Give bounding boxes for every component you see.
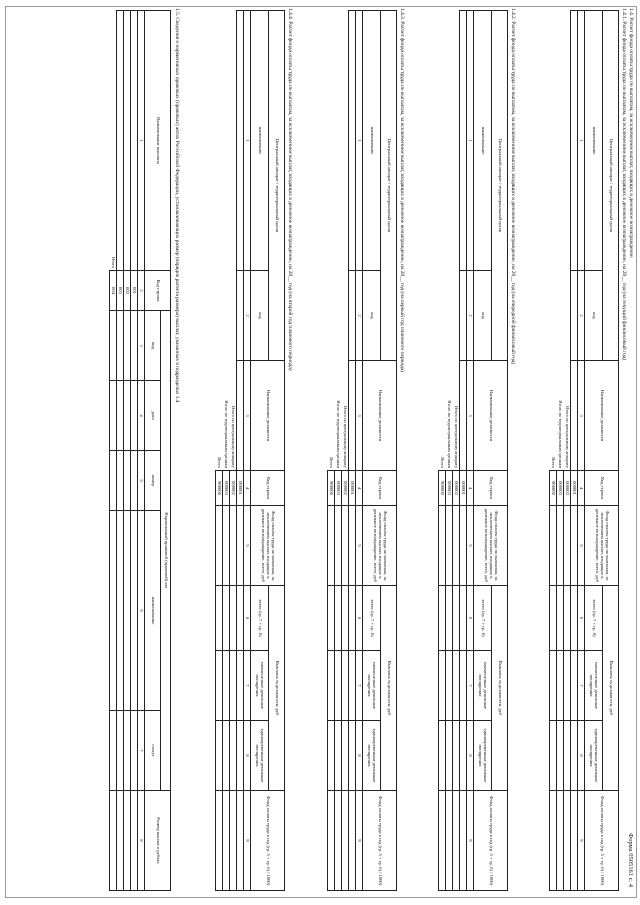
header-name: наименование: [251, 11, 269, 271]
total-to-label: Итого по территориальным органам: [224, 400, 230, 468]
header-payments: Выплаты за должности, руб: [381, 586, 397, 791]
s15-row-code: 002: [124, 271, 131, 311]
col-num: 5: [578, 506, 585, 586]
header-line-code: Код строки: [251, 471, 285, 506]
col-num: 1: [356, 11, 363, 271]
s15-row-code: 003: [117, 271, 124, 311]
row-code: 900000: [328, 471, 335, 506]
header-payments: Выплаты за должности, руб: [492, 586, 508, 791]
col-num: 6: [578, 586, 585, 651]
col-num: 5: [138, 451, 145, 511]
col-num: 7: [578, 651, 585, 721]
row-code: 000002: [230, 471, 237, 506]
col-num: 9: [356, 791, 363, 891]
section-1-4-title: 1.4. Расчет фонда оплаты труда по выплатам, за исключением выплат, входящих в денежное вознаграждение: [628, 8, 634, 258]
s15-header-num: номер: [145, 451, 161, 511]
col-num: 5: [244, 506, 251, 586]
header-total: всего (гр. 7 + гр. 8): [251, 586, 269, 651]
col-num: 1: [578, 11, 585, 271]
header-name: наименование: [474, 11, 492, 271]
col-num: 4: [578, 471, 585, 506]
form-code: Форма 0505161 с. 4: [627, 833, 634, 887]
col-num: 1: [244, 11, 251, 271]
total-all-label: Всего: [329, 457, 335, 468]
header-apparatus: Центральный аппарат / территориальный орган: [603, 11, 619, 361]
header-line-code: Код строки: [585, 471, 619, 506]
col-num: 2: [578, 271, 585, 361]
header-additional: единовременные денежные поощрения: [585, 721, 603, 791]
col-num: 4: [356, 471, 363, 506]
col-num: 3: [356, 361, 363, 471]
header-monthly: ежемесячные денежные поощрения: [474, 651, 492, 721]
s15-row-code: 004: [110, 271, 117, 311]
header-monthly: ежемесячные денежные поощрения: [251, 651, 269, 721]
s15-header-name-payment: Наименование выплаты: [145, 11, 171, 271]
row-code: 900000: [216, 471, 223, 506]
col-num: 7: [138, 711, 145, 791]
row-code: 000003: [557, 471, 564, 506]
col-num: 3: [578, 361, 585, 471]
header-fot-formula: Фонд оплаты труда в год (гр. 5 + гр. 6) / 1000): [251, 791, 285, 891]
col-num: 2: [356, 271, 363, 361]
header-fot-formula: Фонд оплаты труда в год (гр. 5 + гр. 6) / 1000): [474, 791, 508, 891]
header-line-code: Код строки: [474, 471, 508, 506]
header-payments: Выплаты за должности, руб: [269, 586, 285, 791]
header-monthly: ежемесячные денежные поощрения: [585, 651, 603, 721]
header-position: Наименование должности: [474, 361, 508, 471]
col-num: 8: [244, 721, 251, 791]
total-to-label: Итого по территориальным органам: [336, 400, 342, 468]
row-code: 000003: [223, 471, 230, 506]
total-ca-label: Итого по центральному аппарату: [454, 405, 460, 468]
header-apparatus: Центральный аппарат / территориальный орган: [492, 11, 508, 361]
header-monthly: ежемесячные денежные поощрения: [363, 651, 381, 721]
col-num: 9: [244, 791, 251, 891]
col-num: 9: [467, 791, 474, 891]
header-fot: Фонд оплаты труда по выплатам, за исключением выплат, входящих в денежное вознаграждение, всего, руб: [363, 506, 397, 586]
total-to-label: Итого по территориальным органам: [447, 400, 453, 468]
header-apparatus: Центральный аппарат / территориальный орган: [381, 11, 397, 361]
col-num: 8: [578, 721, 585, 791]
s15-header-act: Нормативный правовой (правовой) акт: [161, 311, 171, 791]
header-additional: единовременные денежные поощрения: [251, 721, 269, 791]
header-additional: единовременные денежные поощрения: [363, 721, 381, 791]
section-1-5-title: 1.5. Сведения о нормативных правовых (правовых) актах Российской Федерации, устанавливающих размер (порядок расчета размера) выплат, указанных в подразделах 1.4: [174, 8, 180, 403]
total-ca-label: Итого по центральному аппарату: [343, 405, 349, 468]
header-total: всего (гр. 7 + гр. 8): [585, 586, 603, 651]
col-num: 3: [244, 361, 251, 471]
row-code: 000002: [564, 471, 571, 506]
col-num: 2: [138, 271, 145, 311]
col-num: 2: [244, 271, 251, 361]
col-num: 6: [138, 511, 145, 711]
header-fot: Фонд оплаты труда по выплатам, за исключением выплат, входящих в денежное вознаграждение, всего, руб: [585, 506, 619, 586]
header-line-code: Код строки: [363, 471, 397, 506]
col-num: 8: [138, 791, 145, 891]
col-num: 8: [467, 721, 474, 791]
s15-row-code: 001: [131, 271, 138, 311]
col-num: 7: [244, 651, 251, 721]
col-num: 7: [467, 651, 474, 721]
col-num: 1: [138, 11, 145, 271]
col-num: 4: [244, 471, 251, 506]
row-code: 000002: [453, 471, 460, 506]
total-all-label: Всего: [217, 457, 223, 468]
row-code: 000001: [237, 471, 244, 506]
col-num: 6: [467, 586, 474, 651]
total-ca-label: Итого по центральному аппарату: [231, 405, 237, 468]
s15-header-title: наименование: [145, 511, 161, 711]
total-to-label: Итого по территориальным органам: [558, 400, 564, 468]
section-1-4-1-title: 1.4.1. Расчет фонда оплаты труда по выплатам, за исключением выплат, входящих в денежное вознаграждение, на 20__ год (на текущий финансовый год): [621, 8, 627, 361]
s15-header-kind: вид: [145, 311, 161, 381]
s15-header-status: статус: [145, 711, 161, 791]
total-all-label: Всего: [440, 457, 446, 468]
row-code: 000003: [335, 471, 342, 506]
row-code: 900000: [550, 471, 557, 506]
header-fot-formula: Фонд оплаты труда в год (гр. 5 + гр. 6) / 1000): [585, 791, 619, 891]
section-1-4-2-title: 1.4.2. Расчет фонда оплаты труда по выплатам, за исключением выплат, входящих в денежное вознаграждение, на 20__ год (на очередной финансовый год): [510, 8, 516, 365]
col-num: 2: [467, 271, 474, 361]
col-num: 6: [356, 586, 363, 651]
section-1-4-4-title: 1.4.4. Расчет фонда оплаты труда по выплатам, за исключением выплат, входящих в денежное вознаграждение, на 20__ год (на второй год планового периода): [287, 8, 293, 371]
col-num: 6: [244, 586, 251, 651]
total-ca-label: Итого по центральному аппарату: [565, 405, 571, 468]
col-num: 9: [578, 791, 585, 891]
s15-total-label: Итого: [111, 256, 117, 268]
header-fot-formula: Фонд оплаты труда в год (гр. 5 + гр. 6) / 1000): [363, 791, 397, 891]
header-total: всего (гр. 7 + гр. 8): [363, 586, 381, 651]
total-all-label: Всего: [551, 457, 557, 468]
section-1-4-3-title: 1.4.3. Расчет фонда оплаты труда по выплатам, за исключением выплат, входящих в денежное вознаграждение, на 20__ год (на первый год планового периода): [399, 8, 405, 372]
header-name: наименование: [585, 11, 603, 271]
header-position: Наименование должности: [363, 361, 397, 471]
header-code: код: [363, 271, 381, 361]
row-code: 000001: [349, 471, 356, 506]
col-num: 4: [467, 471, 474, 506]
col-num: 4: [138, 381, 145, 451]
page-frame: [5, 6, 637, 898]
header-total: всего (гр. 7 + гр. 8): [474, 586, 492, 651]
header-position: Наименование должности: [251, 361, 285, 471]
col-num: 7: [356, 651, 363, 721]
col-num: 3: [138, 311, 145, 381]
s15-header-size: Размер выплат в рублях: [145, 791, 171, 891]
header-code: код: [474, 271, 492, 361]
header-code: код: [585, 271, 603, 361]
header-fot: Фонд оплаты труда по выплатам, за исключением выплат, входящих в денежное вознаграждение, всего, руб: [251, 506, 285, 586]
header-apparatus: Центральный аппарат / территориальный орган: [269, 11, 285, 361]
col-num: 5: [356, 506, 363, 586]
col-num: 5: [467, 506, 474, 586]
row-code: 000002: [342, 471, 349, 506]
header-payments: Выплаты за должности, руб: [603, 586, 619, 791]
col-num: 8: [356, 721, 363, 791]
col-num: 1: [467, 11, 474, 271]
col-num: 3: [467, 361, 474, 471]
header-fot: Фонд оплаты труда по выплатам, за исключением выплат, входящих в денежное вознаграждение, всего, руб: [474, 506, 508, 586]
s15-header-line-code: Код строки: [145, 271, 171, 311]
row-code: 000001: [460, 471, 467, 506]
header-additional: единовременные денежные поощрения: [474, 721, 492, 791]
row-code: 000001: [571, 471, 578, 506]
header-name: наименование: [363, 11, 381, 271]
header-code: код: [251, 271, 269, 361]
s15-header-date: дата: [145, 381, 161, 451]
row-code: 000003: [446, 471, 453, 506]
header-position: Наименование должности: [585, 361, 619, 471]
row-code: 900000: [439, 471, 446, 506]
